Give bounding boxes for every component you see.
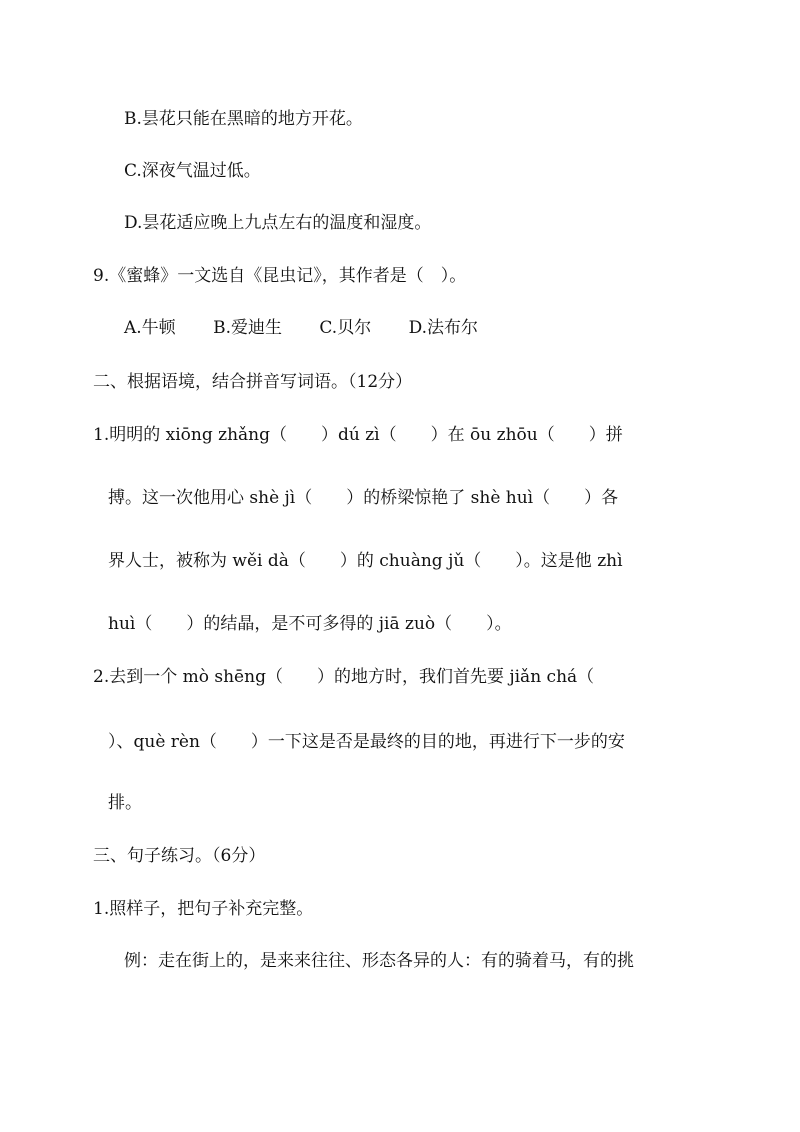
section2-q1-line-1: 1.明明的 xiōng zhǎng（ ）dú zì（ ）在 ōu zhōu（ ）拼 xyxy=(93,425,623,445)
q8-option-c: C.深夜气温过低。 xyxy=(124,161,261,181)
section3-example: 例：走在街上的，是来来往往、形态各异的人：有的骑着马，有的挑 xyxy=(124,951,634,971)
section2-q1-line-4: huì（ ）的结晶，是不可多得的 jiā zuò（ ）。 xyxy=(108,614,512,634)
q9-option-d: D.法布尔 xyxy=(408,318,479,338)
q9-options xyxy=(124,317,478,339)
section2-q2-line-1: 2.去到一个 mò shēng（ ）的地方时，我们首先要 jiǎn chá（ xyxy=(93,667,595,687)
section3-heading: 三、句子练习。（6分） xyxy=(93,846,266,866)
section3-q1: 1.照样子，把句子补充完整。 xyxy=(93,899,314,919)
section2-heading: 二、根据语境，结合拼音写词语。（12分） xyxy=(93,372,413,392)
section2-q2-line-2: ）、què rèn（ ）一下这是否是最终的目的地，再进行下一步的安 xyxy=(108,732,625,752)
section2-q1-line-3: 界人士，被称为 wěi dà（ ）的 chuàng jǔ（ ）。这是他 zhì xyxy=(108,551,623,571)
q9-option-c: C.贝尔 xyxy=(319,318,372,338)
section2-q2-line-3: 排。 xyxy=(108,793,142,813)
q9-option-b: B.爱迪生 xyxy=(213,318,282,338)
section2-q1-line-2: 搏。这一次他用心 shè jì（ ）的桥梁惊艳了 shè huì（ ）各 xyxy=(108,488,619,508)
q9-option-a: A.牛顿 xyxy=(124,318,176,338)
q9-question: 9.《蜜蜂》一文选自《昆虫记》，其作者是（ ）。 xyxy=(93,266,467,286)
q8-option-b: B.昙花只能在黑暗的地方开花。 xyxy=(124,109,363,129)
q8-option-d: D.昙花适应晚上九点左右的温度和湿度。 xyxy=(124,213,432,233)
